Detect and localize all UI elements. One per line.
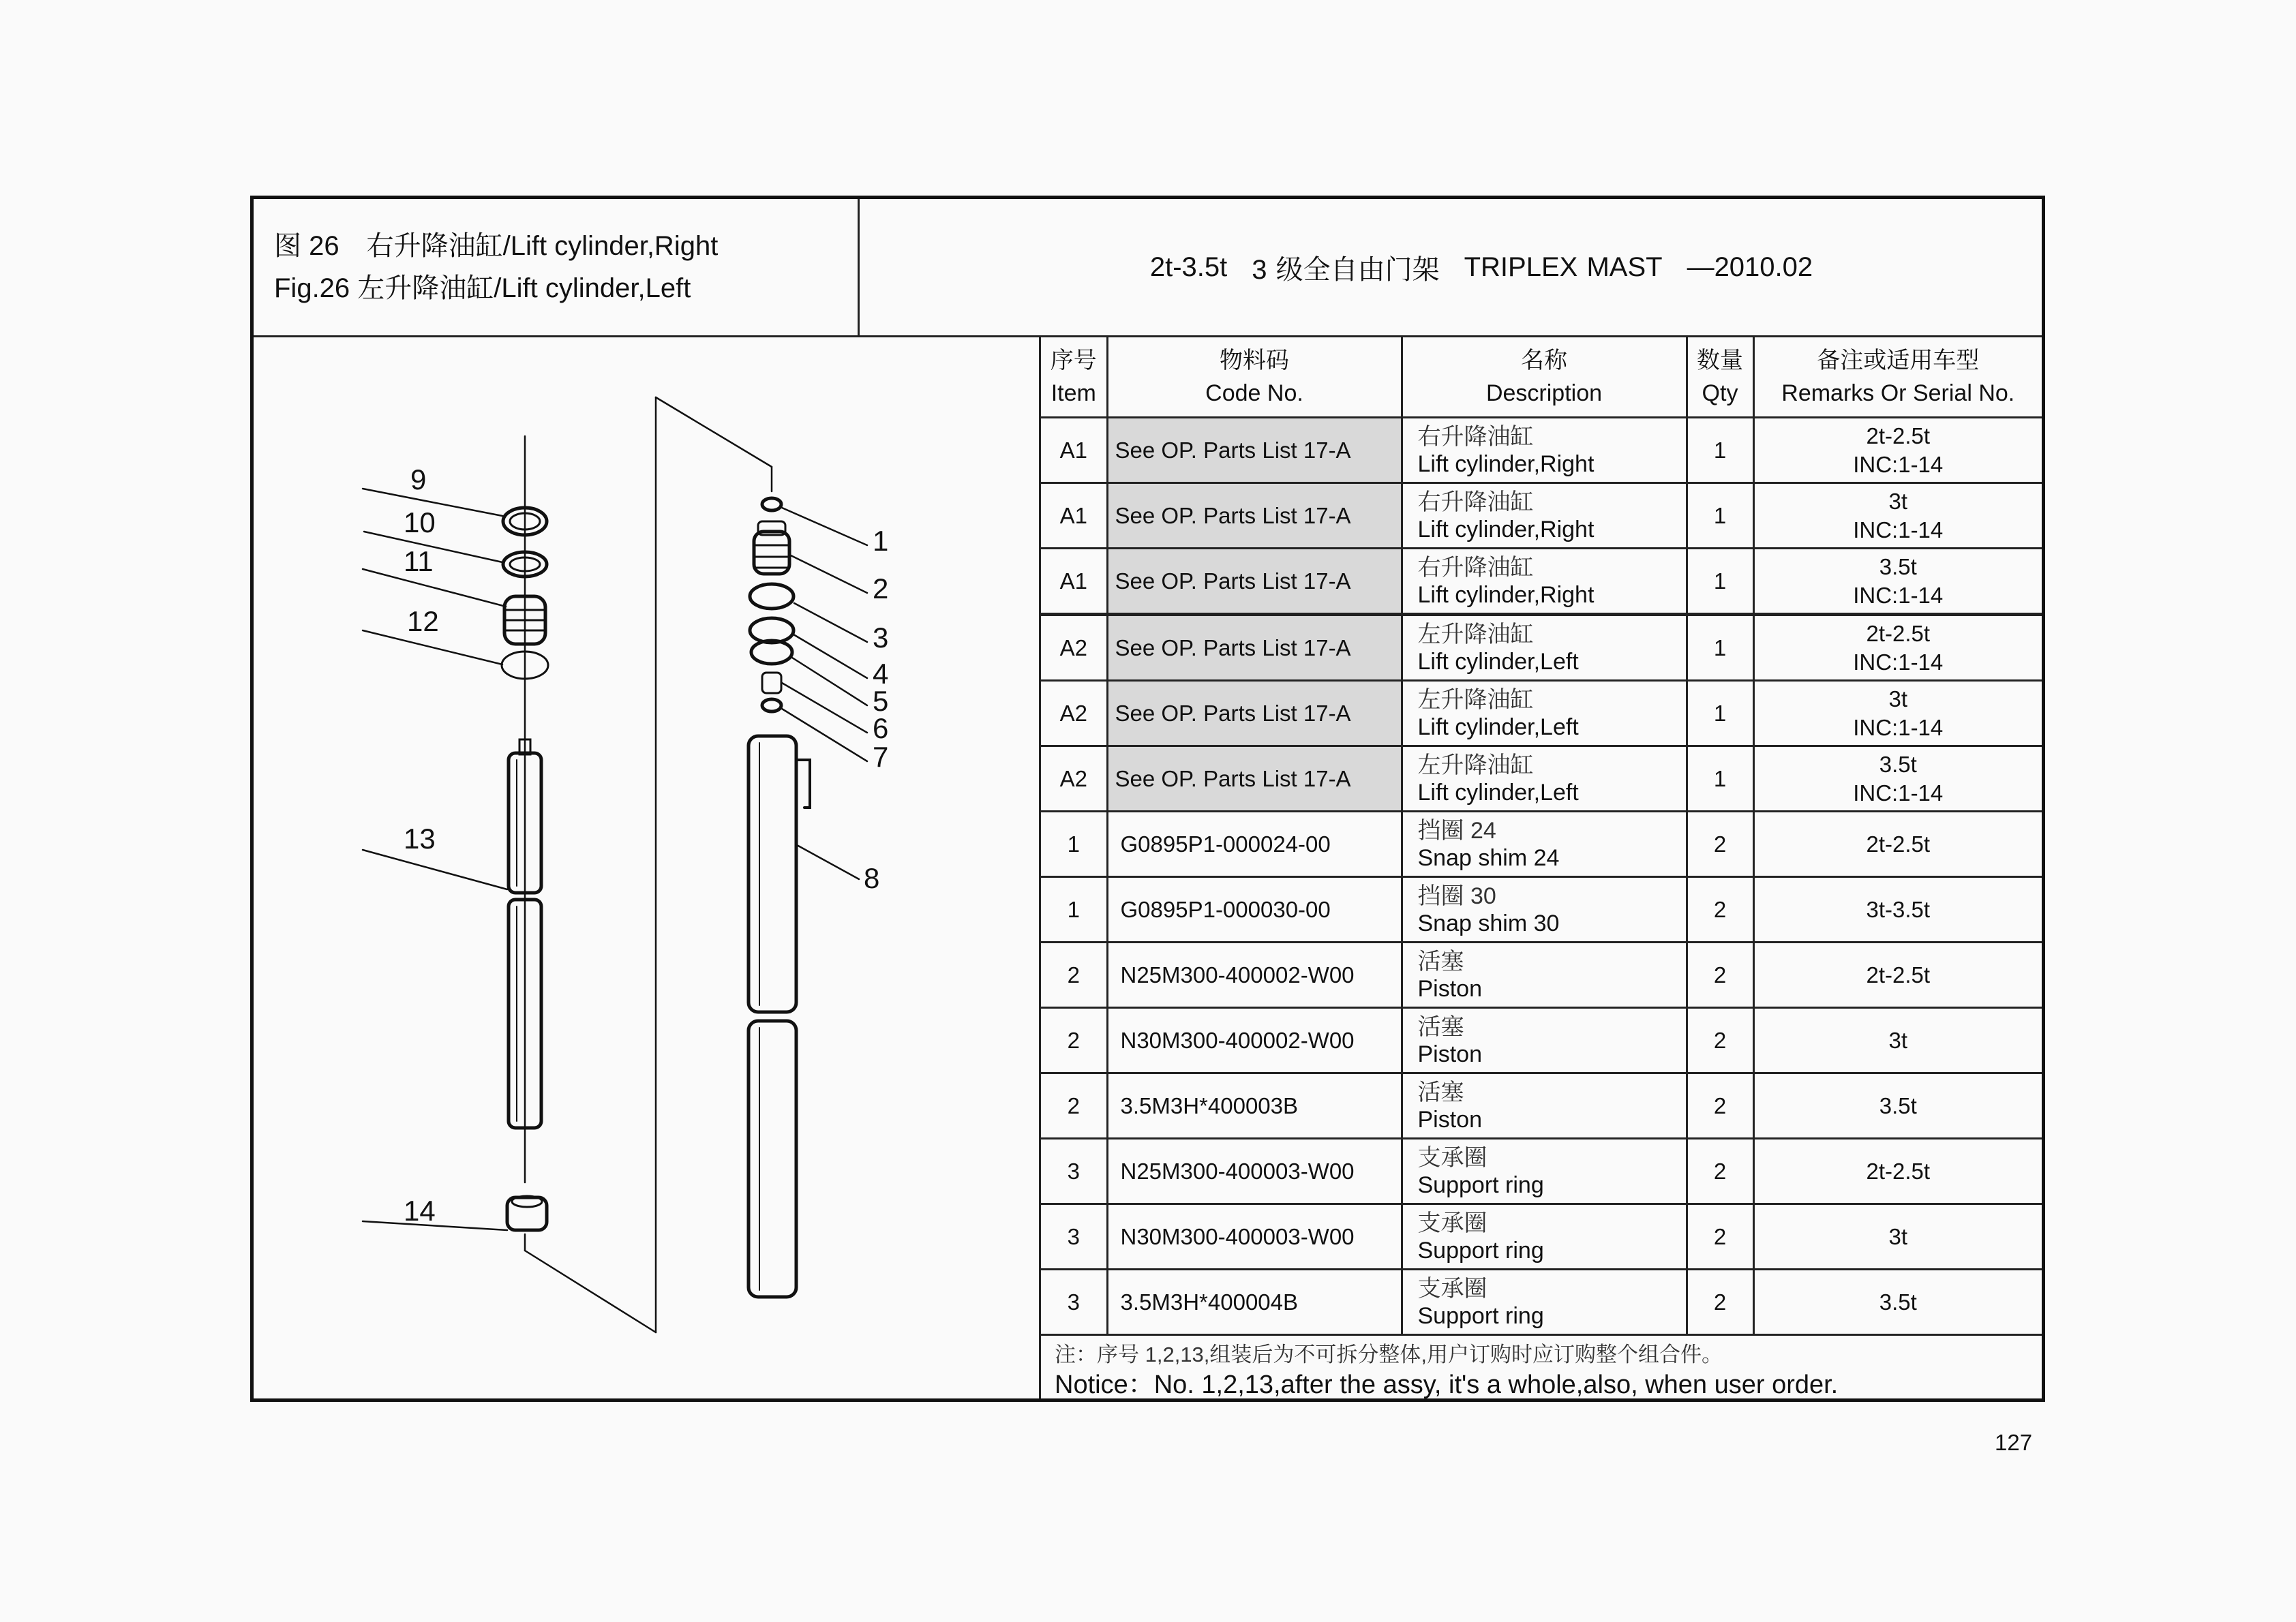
description-cn: 支承圈: [1417, 1275, 1487, 1302]
mast-type-en: TRIPLEX MAST: [1464, 251, 1663, 282]
remarks-cell: [1753, 1270, 2042, 1335]
callout-4: 4: [873, 658, 889, 690]
item-cell: A2: [1041, 746, 1107, 812]
callout-9: 9: [410, 463, 427, 495]
description-cell: [1402, 1270, 1687, 1335]
page-header: [254, 199, 2042, 337]
description-cell: [1402, 483, 1687, 549]
edition-date: —2010.02: [1687, 251, 1813, 282]
description-cn: 支承圈: [1417, 1210, 1487, 1236]
remarks-cell: [1753, 943, 2042, 1008]
table-row: [1041, 549, 2042, 615]
callout-3: 3: [873, 622, 889, 654]
description-en: Snap shim 30: [1417, 910, 1560, 936]
table-row: [1041, 1270, 2042, 1335]
code-cell: 3.5M3H*400004B: [1107, 1270, 1402, 1335]
table-row: [1041, 483, 2042, 549]
description-cell: [1402, 943, 1687, 1008]
remark-line: 3t-3.5t: [1866, 896, 1931, 922]
table-row: [1041, 877, 2042, 943]
callout-14: 14: [404, 1195, 436, 1227]
remarks-cell: [1753, 549, 2042, 615]
callout-11: 11: [404, 545, 434, 577]
qty-cell: 2: [1687, 1073, 1753, 1139]
qty-cell: 1: [1687, 483, 1753, 549]
model-range: 2t-3.5t: [1149, 251, 1228, 282]
qty-cell: 2: [1687, 1204, 1753, 1270]
parts-list-table: [1039, 337, 2042, 1398]
description-en: Support ring: [1417, 1237, 1544, 1264]
item-cell: 2: [1041, 943, 1107, 1008]
remark-line: 3t: [1888, 1223, 1908, 1249]
col-header-description: 名称 Description: [1402, 337, 1687, 418]
parts-page-frame: [250, 196, 2045, 1402]
table-row: [1041, 681, 2042, 746]
item-cell: 2: [1041, 1008, 1107, 1073]
remark-line: INC:1-14: [1853, 780, 1944, 806]
remark-line: INC:1-14: [1853, 582, 1944, 608]
remark-line: 3.5t: [1879, 1092, 1917, 1118]
item-cell: A1: [1041, 549, 1107, 615]
remark-line: 2t-2.5t: [1866, 831, 1931, 857]
description-en: Lift cylinder,Right: [1417, 581, 1595, 608]
callout-12: 12: [407, 605, 439, 637]
qty-cell: 2: [1687, 812, 1753, 877]
remarks-cell: [1753, 418, 2042, 483]
table-row: [1041, 615, 2042, 681]
callout-10: 10: [404, 506, 436, 538]
table-row: [1041, 1139, 2042, 1204]
remarks-cell: [1753, 483, 2042, 549]
remarks-cell: [1753, 1008, 2042, 1073]
code-cell: G0895P1-000030-00: [1107, 877, 1402, 943]
description-en: Piston: [1417, 975, 1482, 1002]
description-en: Lift cylinder,Left: [1417, 714, 1579, 740]
callout-1: 1: [873, 525, 889, 557]
qty-cell: 1: [1687, 549, 1753, 615]
qty-cell: 2: [1687, 1270, 1753, 1335]
col-header-qty: 数量 Qty: [1687, 337, 1753, 418]
remark-line: 2t-2.5t: [1866, 962, 1931, 988]
code-cell: See OP. Parts List 17-A: [1107, 549, 1402, 615]
qty-cell: 2: [1687, 1139, 1753, 1204]
remark-line: 3.5t: [1879, 1289, 1917, 1315]
description-cell: [1402, 812, 1687, 877]
code-cell: N25M300-400002-W00: [1107, 943, 1402, 1008]
description-cell: [1402, 1008, 1687, 1073]
item-cell: 3: [1041, 1270, 1107, 1335]
remark-line: INC:1-14: [1853, 714, 1944, 740]
remark-line: INC:1-14: [1853, 451, 1944, 477]
col-header-remarks: 备注或适用车型 Remarks Or Serial No.: [1753, 337, 2042, 418]
description-cell: [1402, 877, 1687, 943]
description-cell: [1402, 1204, 1687, 1270]
figure-title-cn: 图 26 右升降油缸/Lift cylinder,Right: [274, 231, 719, 261]
qty-cell: 2: [1687, 1008, 1753, 1073]
description-en: Piston: [1417, 1041, 1482, 1067]
code-cell: N30M300-400003-W00: [1107, 1204, 1402, 1270]
table-header-row: [1041, 337, 2042, 418]
col-header-item: 序号 Item: [1041, 337, 1107, 418]
description-cn: 支承圈: [1417, 1144, 1487, 1171]
description-en: Lift cylinder,Left: [1417, 648, 1579, 675]
description-cell: [1402, 1073, 1687, 1139]
description-cell: [1402, 549, 1687, 615]
remark-line: 3t: [1888, 488, 1908, 514]
description-en: Lift cylinder,Left: [1417, 779, 1579, 806]
qty-cell: 1: [1687, 615, 1753, 681]
remarks-cell: [1753, 681, 2042, 746]
mast-info: [860, 199, 2042, 335]
callout-6: 6: [873, 712, 889, 744]
notice-en: Notice：No. 1,2,13,after the assy, it's a whole,also, when user order.: [1055, 1371, 1839, 1399]
remark-line: 3.5t: [1879, 553, 1917, 579]
remark-line: 2t-2.5t: [1866, 1158, 1931, 1184]
description-en: Lift cylinder,Right: [1417, 516, 1595, 542]
description-en: Lift cylinder,Right: [1417, 450, 1595, 477]
description-cn: 左升降油缸: [1417, 621, 1534, 647]
qty-cell: 2: [1687, 877, 1753, 943]
code-cell: See OP. Parts List 17-A: [1107, 483, 1402, 549]
figure-title: [254, 199, 860, 335]
item-cell: A1: [1041, 483, 1107, 549]
description-cn: 右升降油缸: [1417, 554, 1534, 581]
item-cell: A1: [1041, 418, 1107, 483]
remarks-cell: [1753, 812, 2042, 877]
page-number: 127: [1995, 1430, 2033, 1455]
remarks-cell: [1753, 1204, 2042, 1270]
item-cell: 3: [1041, 1204, 1107, 1270]
table-row: [1041, 1008, 2042, 1073]
qty-cell: 1: [1687, 746, 1753, 812]
remark-line: 3t: [1888, 1027, 1908, 1053]
table-row: [1041, 746, 2042, 812]
code-cell: N25M300-400003-W00: [1107, 1139, 1402, 1204]
remark-line: 2t-2.5t: [1866, 620, 1931, 646]
description-cn: 挡圈 24: [1417, 817, 1496, 844]
description-cn: 左升降油缸: [1417, 686, 1534, 713]
description-cell: [1402, 418, 1687, 483]
callout-labels: [254, 337, 1039, 1402]
description-cn: 活塞: [1417, 1013, 1464, 1040]
code-cell: G0895P1-000024-00: [1107, 812, 1402, 877]
code-cell: See OP. Parts List 17-A: [1107, 615, 1402, 681]
remark-line: INC:1-14: [1853, 649, 1944, 675]
remarks-cell: [1753, 1139, 2042, 1204]
callout-5: 5: [873, 685, 889, 717]
remarks-cell: [1753, 746, 2042, 812]
description-cn: 活塞: [1417, 948, 1464, 975]
remarks-cell: [1753, 877, 2042, 943]
callout-13: 13: [404, 823, 436, 855]
notice-cn: 注：序号 1,2,13,组装后为不可拆分整体,用户订购时应订购整个组合件。: [1055, 1343, 1723, 1366]
description-cell: [1402, 681, 1687, 746]
description-cn: 左升降油缸: [1417, 752, 1534, 778]
description-en: Piston: [1417, 1106, 1482, 1133]
callout-7: 7: [873, 741, 889, 773]
mast-type-cn: 3 级全自由门架: [1252, 254, 1440, 285]
code-cell: See OP. Parts List 17-A: [1107, 418, 1402, 483]
table-row: [1041, 418, 2042, 483]
description-cell: [1402, 746, 1687, 812]
description-cn: 挡圈 30: [1417, 883, 1496, 909]
description-cn: 活塞: [1417, 1079, 1464, 1105]
notice: [1041, 1335, 2042, 1402]
description-en: Snap shim 24: [1417, 844, 1560, 871]
callout-2: 2: [873, 572, 889, 605]
description-cn: 右升降油缸: [1417, 423, 1534, 450]
remarks-cell: [1753, 615, 2042, 681]
figure-title-en: Fig.26 左升降油缸/Lift cylinder,Left: [274, 273, 691, 303]
item-cell: A2: [1041, 615, 1107, 681]
item-cell: 1: [1041, 877, 1107, 943]
item-cell: 2: [1041, 1073, 1107, 1139]
qty-cell: 2: [1687, 943, 1753, 1008]
callout-8: 8: [864, 862, 880, 894]
remark-line: 3t: [1888, 686, 1908, 711]
item-cell: A2: [1041, 681, 1107, 746]
notice-row: [1041, 1335, 2042, 1402]
qty-cell: 1: [1687, 418, 1753, 483]
col-header-code: 物料码 Code No.: [1107, 337, 1402, 418]
description-en: Support ring: [1417, 1302, 1544, 1329]
remark-line: INC:1-14: [1853, 517, 1944, 542]
item-cell: 1: [1041, 812, 1107, 877]
table-row: [1041, 943, 2042, 1008]
table-row: [1041, 1204, 2042, 1270]
description-en: Support ring: [1417, 1172, 1544, 1198]
table-row: [1041, 812, 2042, 877]
exploded-diagram: [254, 337, 1039, 1398]
remarks-cell: [1753, 1073, 2042, 1139]
description-cn: 右升降油缸: [1417, 489, 1534, 515]
description-cell: [1402, 1139, 1687, 1204]
remark-line: 2t-2.5t: [1866, 423, 1931, 448]
qty-cell: 1: [1687, 681, 1753, 746]
code-cell: See OP. Parts List 17-A: [1107, 681, 1402, 746]
code-cell: See OP. Parts List 17-A: [1107, 746, 1402, 812]
code-cell: 3.5M3H*400003B: [1107, 1073, 1402, 1139]
code-cell: N30M300-400002-W00: [1107, 1008, 1402, 1073]
description-cell: [1402, 615, 1687, 681]
table-row: [1041, 1073, 2042, 1139]
item-cell: 3: [1041, 1139, 1107, 1204]
remark-line: 3.5t: [1879, 751, 1917, 777]
